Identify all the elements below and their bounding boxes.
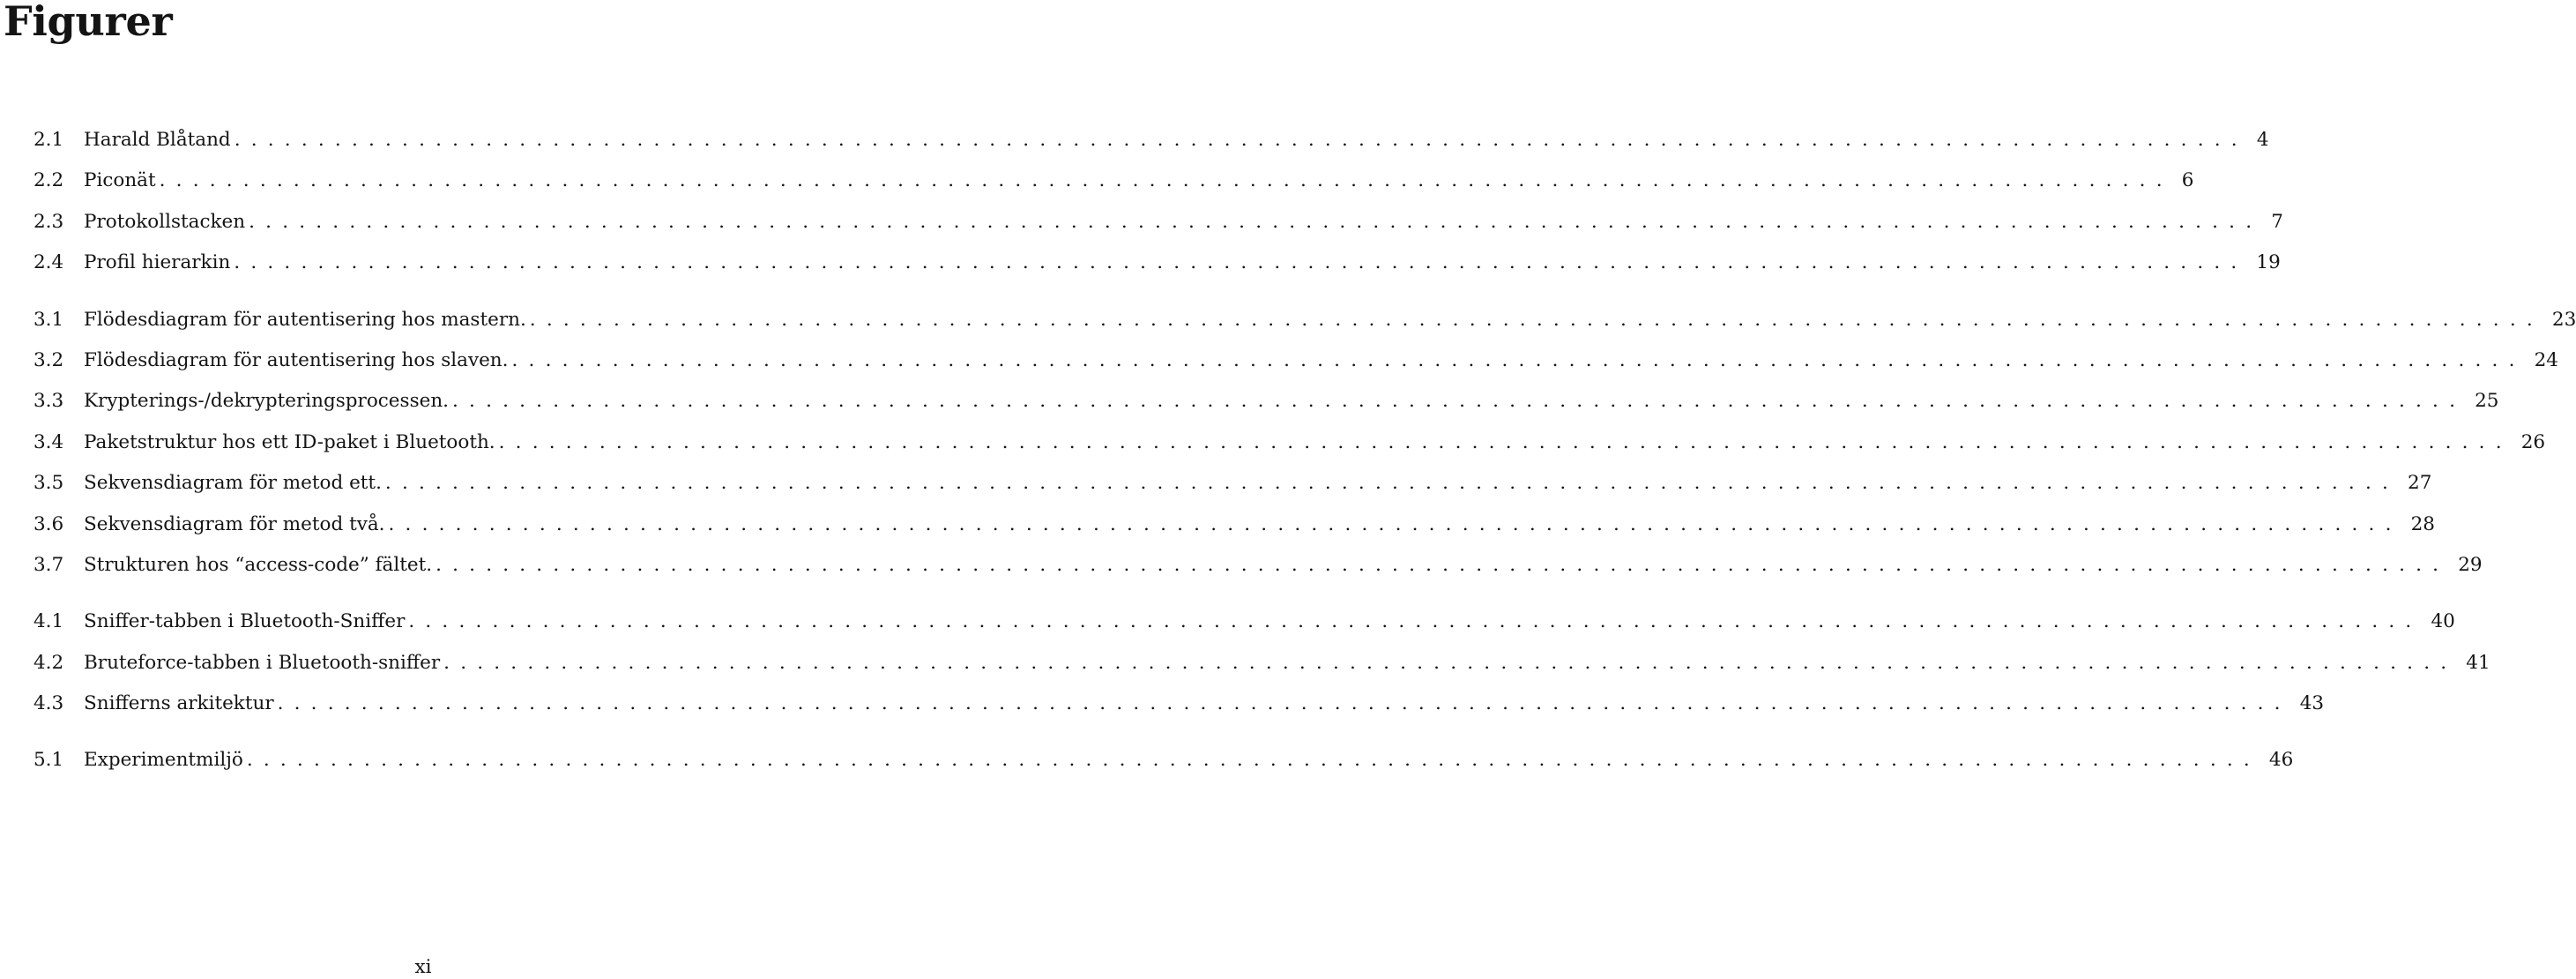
figure-page-number[interactable]: 29	[2458, 553, 2483, 576]
figure-entry[interactable]	[34, 463, 2432, 504]
figure-entry[interactable]	[34, 545, 2483, 586]
dot-leader: ........................................................................................................................	[384, 472, 2400, 495]
figure-entry[interactable]	[34, 643, 2490, 684]
figure-number: 3.2	[34, 348, 64, 371]
dot-leader: ........................................................................................................................	[511, 348, 2526, 371]
figure-caption: Krypterings-/dekrypteringsprocessen.	[84, 390, 450, 413]
dot-leader: ........................................................................................................................	[452, 390, 2467, 413]
figure-entry[interactable]	[34, 504, 2435, 545]
figure-caption: Paketstruktur hos ett ID-paket i Bluetooth.	[84, 430, 495, 453]
figure-entry[interactable]	[34, 300, 2576, 340]
figure-group	[34, 120, 2283, 284]
list-of-figures	[34, 120, 2576, 797]
dot-leader: ........................................................................................................................	[277, 692, 2291, 715]
figure-number: 3.3	[34, 390, 64, 413]
figure-page-number[interactable]: 24	[2534, 348, 2558, 371]
figure-page-number[interactable]: 6	[2181, 169, 2194, 192]
figure-number: 2.3	[34, 210, 64, 233]
figure-number: 2.4	[34, 251, 64, 274]
figure-entry[interactable]	[34, 422, 2546, 463]
figure-page-number[interactable]: 43	[2299, 692, 2325, 715]
figure-entry[interactable]	[34, 202, 2283, 243]
figure-number: 3.6	[34, 512, 64, 535]
dot-leader: ........................................................................................................................	[408, 610, 2423, 633]
dot-leader: ........................................................................................................................	[443, 651, 2458, 674]
figure-group	[34, 740, 2294, 781]
figure-page-number[interactable]: 25	[2475, 390, 2499, 413]
dot-leader: ........................................................................................................................	[498, 430, 2513, 453]
figure-number: 5.1	[34, 749, 64, 772]
figure-page-number[interactable]: 19	[2256, 251, 2281, 274]
dot-leader: ........................................................................................................................	[159, 169, 2173, 192]
dot-leader: ........................................................................................................................	[234, 251, 2248, 274]
figure-caption: Protokollstacken	[84, 210, 246, 233]
figure-page-number[interactable]: 26	[2520, 430, 2546, 453]
figure-number: 4.3	[34, 692, 64, 715]
figure-page-number[interactable]: 28	[2410, 512, 2435, 535]
figure-caption: Sniffer-tabben i Bluetooth-Sniffer	[84, 610, 406, 633]
figure-caption: Bruteforce-tabben i Bluetooth-sniffer	[84, 651, 441, 674]
figure-number: 3.4	[34, 430, 64, 453]
figure-caption: Sekvensdiagram för metod två.	[84, 512, 385, 535]
dot-leader: ........................................................................................................................	[249, 210, 2263, 233]
figure-number: 3.1	[34, 308, 64, 331]
figure-group	[34, 602, 2490, 724]
figure-caption: Experimentmiljö	[84, 749, 243, 772]
page-title: Figurer	[4, 0, 173, 45]
figure-caption: Snifferns arkitektur	[84, 692, 274, 715]
figure-number: 4.2	[34, 651, 64, 674]
figure-entry[interactable]	[34, 740, 2294, 781]
figure-entry[interactable]	[34, 340, 2558, 381]
figure-caption: Piconät	[84, 169, 156, 192]
figure-caption: Flödesdiagram för autentisering hos mastern.	[84, 308, 526, 331]
dot-leader: ........................................................................................................................	[246, 749, 2260, 772]
figure-page-number[interactable]: 4	[2256, 129, 2269, 151]
figure-page-number[interactable]: 46	[2268, 749, 2294, 772]
figure-number: 4.1	[34, 610, 64, 633]
figure-caption: Harald Blåtand	[84, 129, 231, 151]
figure-caption: Sekvensdiagram för metod ett.	[84, 472, 382, 495]
figure-entry[interactable]	[34, 602, 2455, 642]
figure-number: 3.5	[34, 472, 64, 495]
figure-caption: Profil hierarkin	[84, 251, 231, 274]
figure-entry[interactable]	[34, 243, 2281, 283]
figure-page-number[interactable]: 27	[2408, 472, 2432, 495]
figure-entry[interactable]	[34, 381, 2499, 422]
figure-page-number[interactable]: 41	[2466, 651, 2490, 674]
dot-leader: ........................................................................................................................	[234, 129, 2248, 151]
figure-entry[interactable]	[34, 161, 2194, 201]
figure-page-number[interactable]: 7	[2271, 210, 2283, 233]
figure-caption: Strukturen hos “access-code” fältet.	[84, 553, 433, 576]
figure-number: 2.2	[34, 169, 64, 192]
dot-leader: ........................................................................................................................	[436, 553, 2450, 576]
figure-page-number[interactable]: 23	[2551, 308, 2576, 331]
figure-caption: Flödesdiagram för autentisering hos slaven.	[84, 348, 509, 371]
figure-entry[interactable]	[34, 120, 2269, 161]
figure-group	[34, 300, 2576, 587]
figure-number: 2.1	[34, 129, 64, 151]
dot-leader: ........................................................................................................................	[529, 308, 2543, 331]
figure-entry[interactable]	[34, 684, 2325, 724]
dot-leader: ........................................................................................................................	[388, 512, 2402, 535]
figure-number: 3.7	[34, 553, 64, 576]
page-number: xi	[414, 956, 432, 978]
figure-page-number[interactable]: 40	[2431, 610, 2455, 633]
